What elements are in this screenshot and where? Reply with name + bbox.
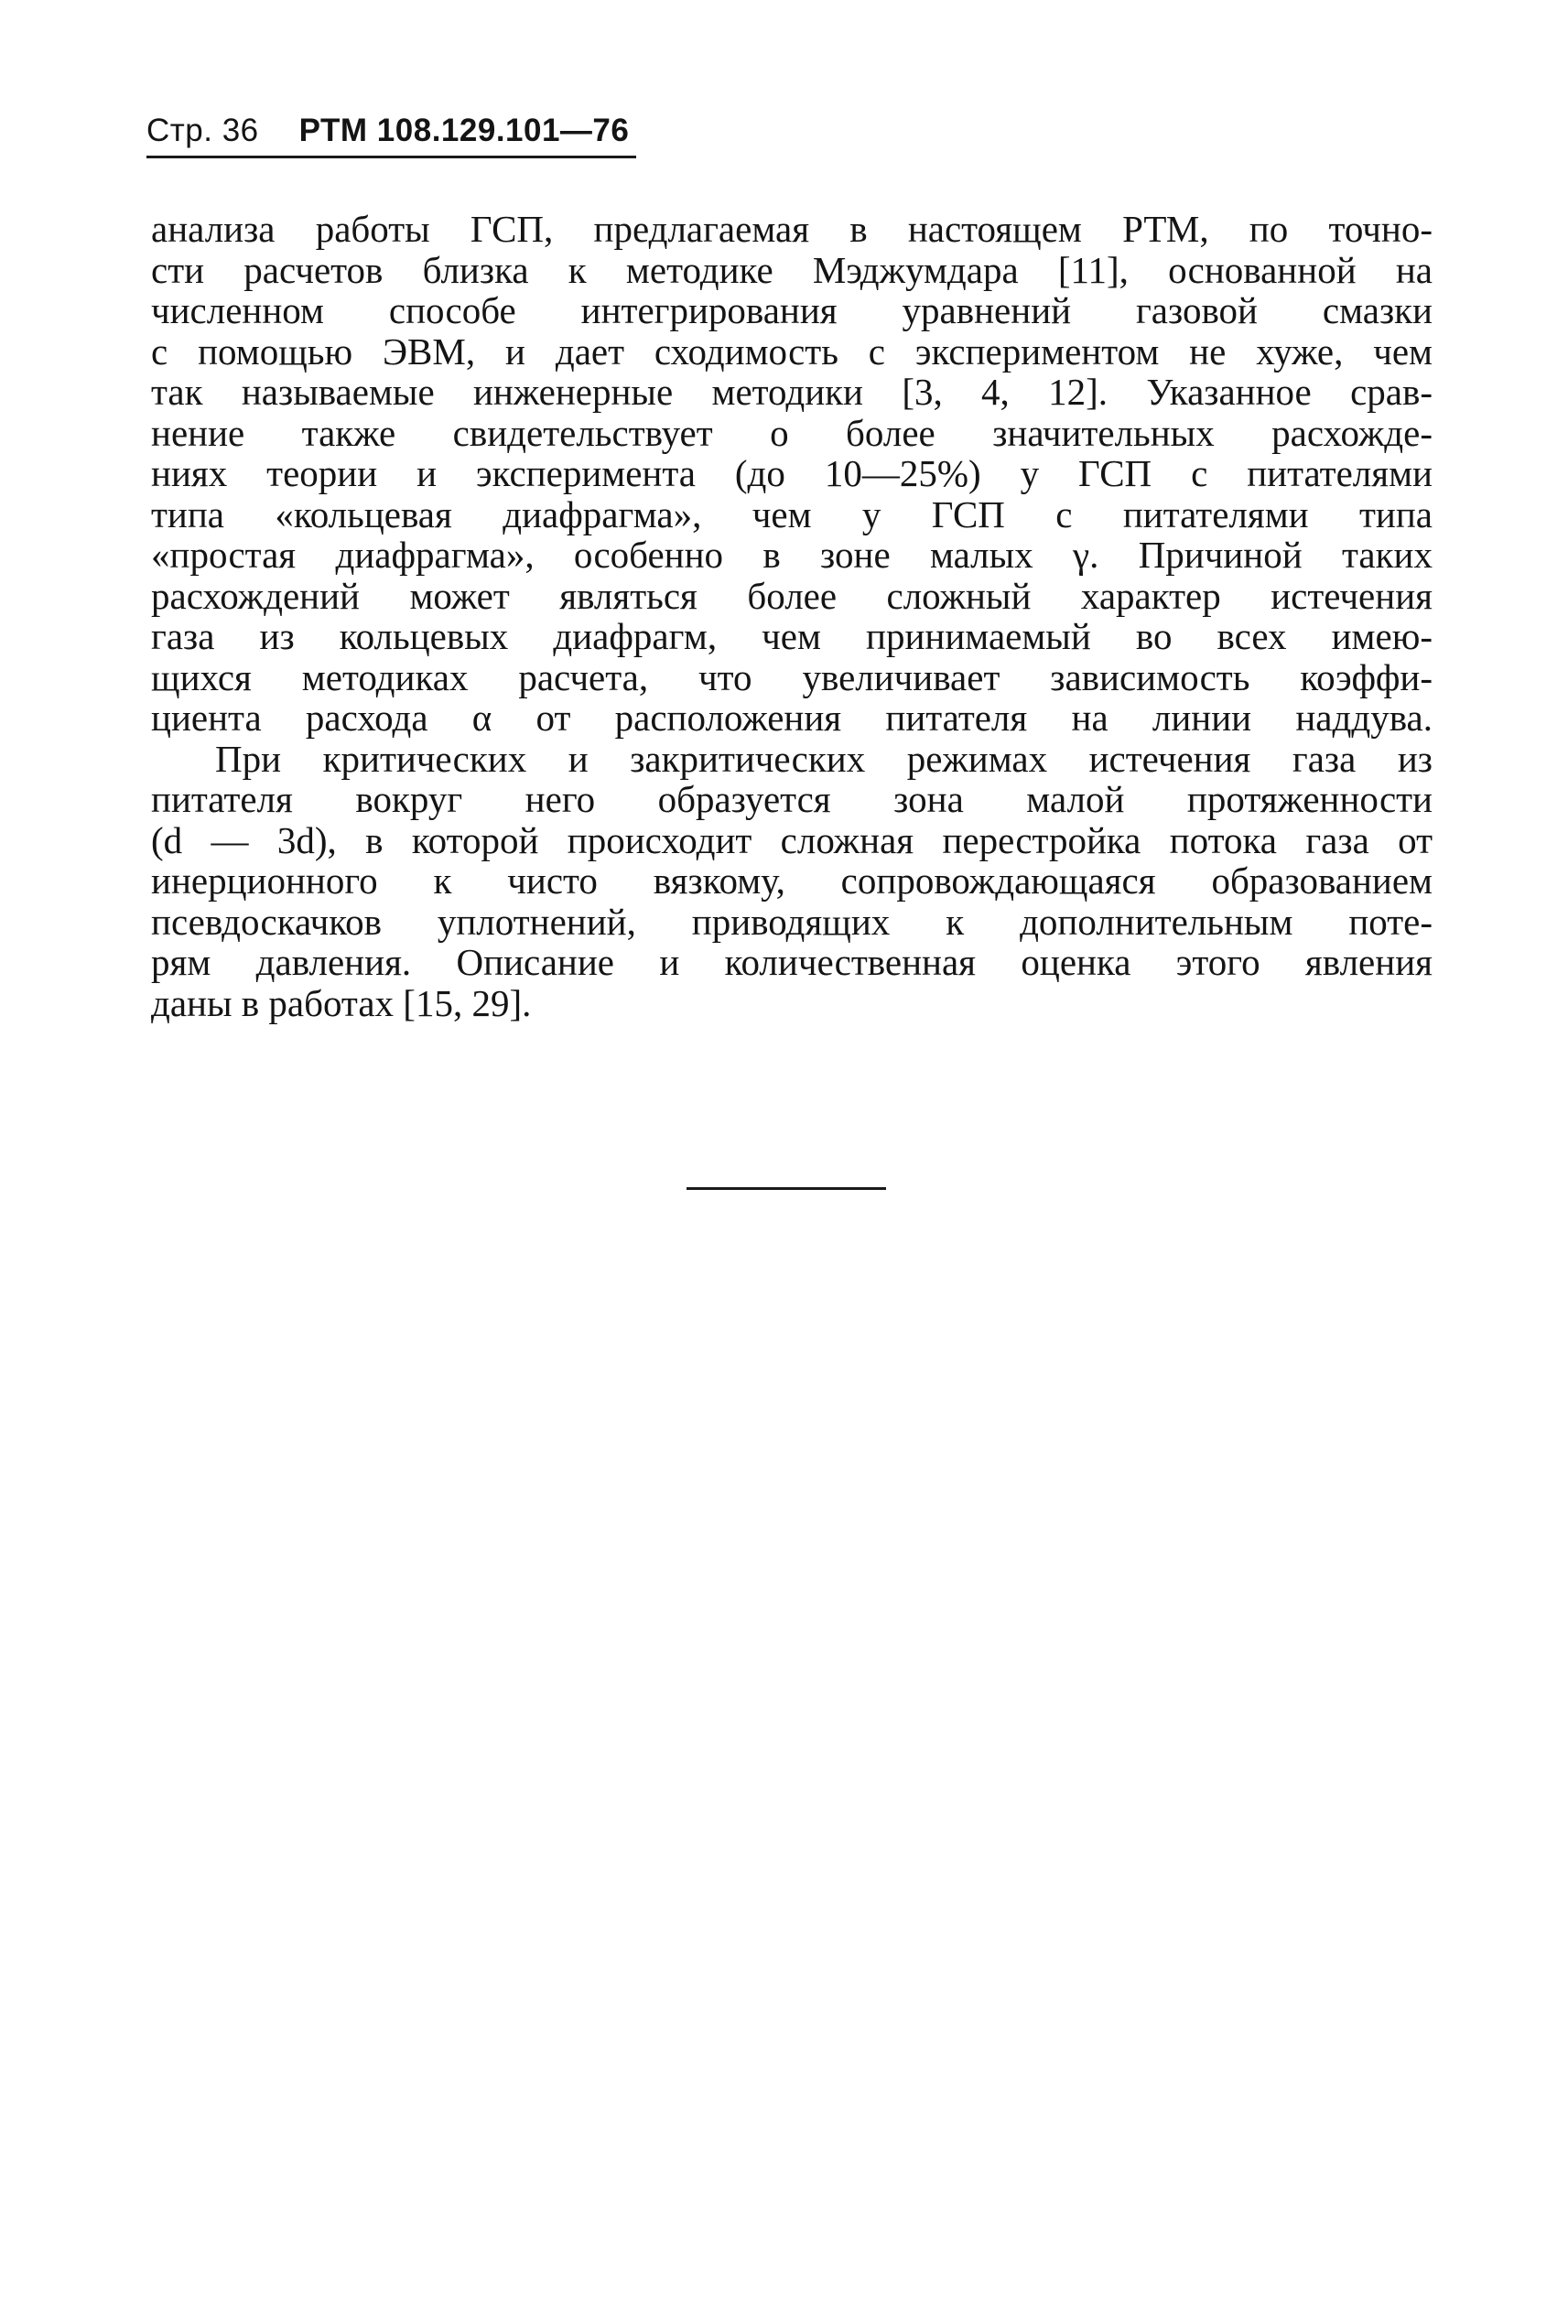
text-line: (d — 3d), в которой происходит сложная перестройка потока газа от	[151, 818, 1433, 861]
body-text	[151, 209, 1433, 1023]
text-line: с помощью ЭВМ, и дает сходимость с экспериментом не хуже, чем	[151, 330, 1433, 373]
text-line: ниях теории и эксперимента (до 10—25%) у ГСП с питателями	[151, 452, 1433, 494]
text-line: сти расчетов близка к методике Мэджумдара [11], основанной на	[151, 248, 1433, 291]
text-line: щихся методиках расчета, что увеличивает зависимость коэффи-	[151, 655, 1433, 698]
text-line: инерционного к чисто вязкому, сопровождающаяся образованием	[151, 859, 1433, 902]
page-number: Стр. 36	[146, 113, 259, 148]
document-code: РТМ 108.129.101—76	[298, 113, 630, 148]
text-line: анализа работы ГСП, предлагаемая в настоящем РТМ, по точно-	[151, 208, 1433, 250]
text-line: так называемые инженерные методики [3, 4, 12]. Указанное срав-	[151, 371, 1433, 413]
text-line: газа из кольцевых диафрагм, чем принимаемый во всех имею-	[151, 615, 1433, 657]
text-line: численном способе интегрирования уравнений газовой смазки	[151, 289, 1433, 331]
paragraph-last-line: даны в работах [15, 29].	[151, 981, 532, 1024]
text-line: питателя вокруг него образуется зона малой протяженности	[151, 778, 1433, 820]
paragraph-first-line: При критических и закритических режимах истечения газа из	[215, 737, 1433, 780]
end-divider	[687, 1187, 886, 1190]
page-header	[146, 112, 636, 158]
text-line: циента расхода α от расположения питателя на линии наддува.	[151, 697, 1433, 739]
text-line: типа «кольцевая диафрагма», чем у ГСП с питателями типа	[151, 492, 1433, 535]
text-line: нение также свидетельствует о более значительных расхожде-	[151, 411, 1433, 454]
text-line: «простая диафрагма», особенно в зоне малых γ. Причиной таких	[151, 534, 1433, 576]
text-line: расхождений может являться более сложный характер истечения	[151, 574, 1433, 617]
text-line: рям давления. Описание и количественная оценка этого явления	[151, 941, 1433, 983]
text-line: псевдоскачков уплотнений, приводящих к дополнительным поте-	[151, 900, 1433, 943]
